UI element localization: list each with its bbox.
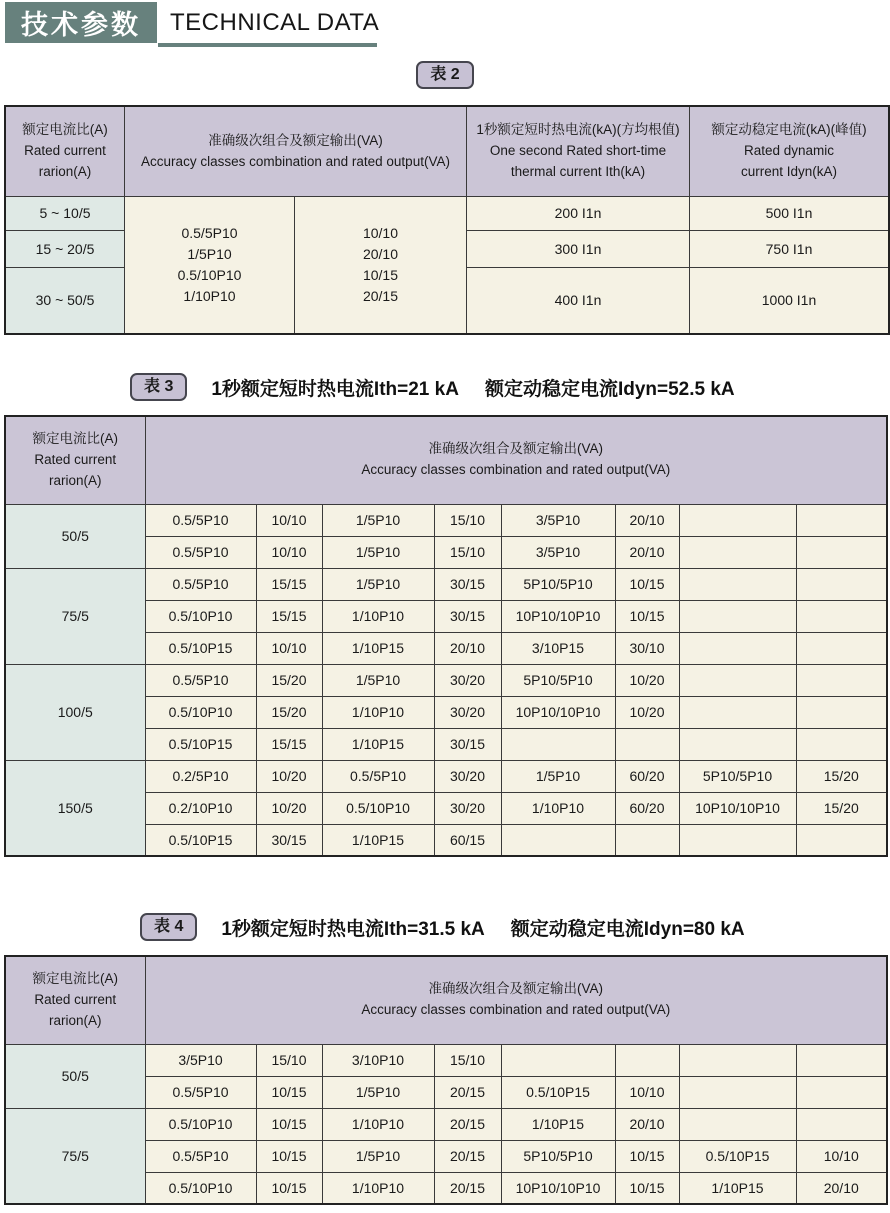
table-row [5, 504, 887, 536]
data-cell: 0.2/10P10 [145, 792, 256, 824]
data-cell [796, 536, 887, 568]
data-cell [679, 696, 796, 728]
data-cell: 3/5P10 [501, 536, 615, 568]
table4-caption-dynamic: 额定动稳定电流Idyn=80 kA [510, 918, 745, 940]
data-cell: 10/10 [256, 504, 322, 536]
data-cell [796, 1044, 887, 1076]
data-cell: 0.5/10P10 [145, 696, 256, 728]
table-row [5, 664, 887, 696]
data-cell: 10/10 [256, 632, 322, 664]
data-cell: 30/10 [615, 632, 679, 664]
data-cell: 30/15 [256, 824, 322, 856]
data-cell: 30/20 [434, 760, 501, 792]
data-cell: 1/10P10 [322, 600, 434, 632]
data-cell: 30/15 [434, 568, 501, 600]
data-cell: 1/5P10 [322, 664, 434, 696]
table-row [5, 568, 887, 600]
data-cell: 15/20 [796, 792, 887, 824]
table4-caption-row [140, 913, 745, 941]
data-cell: 15/10 [434, 1044, 501, 1076]
data-cell [679, 1108, 796, 1140]
data-cell: 1/10P15 [501, 1108, 615, 1140]
data-cell: 20/15 [434, 1076, 501, 1108]
data-cell: 5P10/5P10 [501, 1140, 615, 1172]
data-cell: 1/5P10 [322, 504, 434, 536]
data-cell [501, 728, 615, 760]
data-cell: 0.5/5P10 [145, 1140, 256, 1172]
data-cell: 30/20 [434, 696, 501, 728]
data-cell: 0.5/10P10 [145, 600, 256, 632]
data-cell: 10/15 [615, 1172, 679, 1204]
ratio-cell: 100/5 [5, 664, 145, 760]
data-cell: 20/15 [434, 1108, 501, 1140]
data-cell [679, 568, 796, 600]
table3-caption [211, 374, 734, 401]
data-cell: 10/10 [796, 1140, 887, 1172]
data-cell [501, 824, 615, 856]
data-cell: 10/20 [256, 792, 322, 824]
table3-header-row [5, 416, 887, 504]
data-cell: 10/15 [256, 1140, 322, 1172]
data-cell: 60/15 [434, 824, 501, 856]
data-cell: 1/10P10 [322, 1108, 434, 1140]
data-cell [796, 1108, 887, 1140]
data-cell: 3/5P10 [501, 504, 615, 536]
data-cell: 30/20 [434, 664, 501, 696]
data-cell: 10/15 [256, 1172, 322, 1204]
table2-header-accuracy: 准确级次组合及额定输出(VA) Accuracy classes combination and rated output(VA) [125, 107, 467, 197]
data-cell [796, 728, 887, 760]
data-cell: 0.5/5P10 [145, 568, 256, 600]
table-row [5, 1044, 887, 1076]
data-cell: 30/15 [434, 728, 501, 760]
data-cell: 10/15 [256, 1108, 322, 1140]
data-cell: 0.5/10P10 [322, 792, 434, 824]
table2 [4, 105, 890, 335]
data-cell: 1/10P15 [322, 632, 434, 664]
data-cell: 20/15 [434, 1140, 501, 1172]
data-cell [796, 1076, 887, 1108]
data-cell [615, 824, 679, 856]
data-cell [679, 728, 796, 760]
ratio-cell: 30 ~ 50/5 [6, 268, 125, 333]
ratio-cell: 150/5 [5, 760, 145, 856]
table4 [4, 955, 888, 1205]
data-cell [679, 824, 796, 856]
data-cell: 0.5/5P10 [145, 504, 256, 536]
table4-badge: 表 4 [140, 913, 197, 941]
table3-badge: 表 3 [130, 373, 187, 401]
data-cell: 20/10 [615, 1108, 679, 1140]
data-cell: 10/15 [615, 1140, 679, 1172]
data-cell: 0.5/10P15 [145, 632, 256, 664]
data-cell: 10/15 [615, 600, 679, 632]
data-cell: 3/10P15 [501, 632, 615, 664]
data-cell: 10/20 [615, 696, 679, 728]
table3 [4, 415, 888, 857]
data-cell: 60/20 [615, 792, 679, 824]
ratio-cell: 75/5 [5, 568, 145, 664]
data-cell: 0.5/5P10 [145, 1076, 256, 1108]
data-cell: 0.5/10P10 [145, 1172, 256, 1204]
data-cell: 0.5/10P15 [679, 1140, 796, 1172]
data-cell: 20/10 [615, 504, 679, 536]
data-cell [796, 504, 887, 536]
data-cell [615, 1044, 679, 1076]
data-cell [796, 664, 887, 696]
table3-header-accuracy: 准确级次组合及额定输出(VA) Accuracy classes combination and rated output(VA) [145, 416, 887, 504]
data-cell: 15/20 [256, 696, 322, 728]
data-cell [796, 824, 887, 856]
ratio-cell: 50/5 [5, 1044, 145, 1108]
data-cell: 30/20 [434, 792, 501, 824]
data-cell: 60/20 [615, 760, 679, 792]
table3-caption-thermal: 1秒额定短时热电流Ith=21 kA [211, 378, 459, 400]
data-cell: 10/15 [256, 1076, 322, 1108]
ratio-cell: 50/5 [5, 504, 145, 568]
data-cell [501, 1044, 615, 1076]
data-cell [796, 568, 887, 600]
dynamic-cell: 1000 I1n [690, 268, 888, 333]
table2-badge: 表 2 [416, 61, 473, 89]
data-cell: 5P10/5P10 [679, 760, 796, 792]
data-cell: 1/10P10 [322, 696, 434, 728]
data-cell: 1/10P15 [322, 824, 434, 856]
data-cell: 1/5P10 [322, 568, 434, 600]
data-cell: 15/20 [256, 664, 322, 696]
data-cell: 5P10/5P10 [501, 664, 615, 696]
ratio-cell: 15 ~ 20/5 [6, 231, 125, 268]
data-cell: 10P10/10P10 [501, 1172, 615, 1204]
data-cell: 15/10 [434, 504, 501, 536]
data-cell: 0.5/5P10 [145, 536, 256, 568]
data-cell: 15/10 [434, 536, 501, 568]
data-cell [679, 1044, 796, 1076]
data-cell: 10/10 [256, 536, 322, 568]
data-cell: 10/20 [615, 664, 679, 696]
table2-header-dynamic: 额定动稳定电流(kA)(峰值) Rated dynamic current Idyn(kA) [690, 107, 888, 197]
data-cell: 1/5P10 [501, 760, 615, 792]
table4-header-accuracy: 准确级次组合及额定输出(VA) Accuracy classes combination and rated output(VA) [145, 956, 887, 1044]
thermal-cell: 200 I1n [467, 197, 690, 231]
table2-badge-row [0, 61, 890, 89]
dynamic-cell: 500 I1n [690, 197, 888, 231]
data-cell: 3/5P10 [145, 1044, 256, 1076]
data-cell [615, 728, 679, 760]
data-cell: 20/10 [796, 1172, 887, 1204]
data-cell [679, 600, 796, 632]
ratio-cell: 5 ~ 10/5 [6, 197, 125, 231]
data-cell: 20/15 [434, 1172, 501, 1204]
data-cell [796, 696, 887, 728]
page-title-zh: 技术参数 [5, 2, 157, 43]
data-cell: 0.5/10P15 [501, 1076, 615, 1108]
data-cell: 20/10 [434, 632, 501, 664]
data-cell: 0.5/5P10 [322, 760, 434, 792]
table4-header-row [5, 956, 887, 1044]
page-title-en: TECHNICAL DATA [170, 9, 380, 36]
ratio-cell: 75/5 [5, 1108, 145, 1204]
data-cell [679, 632, 796, 664]
data-cell: 1/5P10 [322, 536, 434, 568]
table3-caption-row [130, 373, 735, 401]
title-underline [158, 43, 377, 47]
data-cell [679, 536, 796, 568]
data-cell: 1/10P10 [322, 1172, 434, 1204]
data-cell: 1/10P15 [322, 728, 434, 760]
table4-header-ratio: 额定电流比(A) Rated current rarion(A) [5, 956, 145, 1044]
table-row [5, 760, 887, 792]
data-cell: 20/10 [615, 536, 679, 568]
table4-caption-thermal: 1秒额定短时热电流Ith=31.5 kA [221, 918, 485, 940]
data-cell: 10/10 [615, 1076, 679, 1108]
data-cell [796, 632, 887, 664]
data-cell: 15/15 [256, 728, 322, 760]
table2-header-ratio: 额定电流比(A) Rated current rarion(A) [6, 107, 125, 197]
data-cell: 15/20 [796, 760, 887, 792]
data-cell: 15/10 [256, 1044, 322, 1076]
data-cell: 10P10/10P10 [501, 696, 615, 728]
data-cell: 15/15 [256, 600, 322, 632]
data-cell: 0.5/10P15 [145, 824, 256, 856]
data-cell: 15/15 [256, 568, 322, 600]
table-row [5, 1108, 887, 1140]
data-cell: 1/5P10 [322, 1140, 434, 1172]
data-cell: 30/15 [434, 600, 501, 632]
data-cell: 0.5/10P15 [145, 728, 256, 760]
data-cell: 0.2/5P10 [145, 760, 256, 792]
data-cell [679, 1076, 796, 1108]
data-cell: 10P10/10P10 [501, 600, 615, 632]
data-cell: 5P10/5P10 [501, 568, 615, 600]
data-cell: 1/5P10 [322, 1076, 434, 1108]
data-cell [679, 664, 796, 696]
data-cell [679, 504, 796, 536]
table3-caption-dynamic: 额定动稳定电流Idyn=52.5 kA [484, 378, 735, 400]
table4-caption [221, 914, 744, 941]
thermal-cell: 400 I1n [467, 268, 690, 333]
data-cell: 10/15 [615, 568, 679, 600]
data-cell: 10P10/10P10 [679, 792, 796, 824]
data-cell [796, 600, 887, 632]
table2-header-thermal: 1秒额定短时热电流(kA)(方均根值) One second Rated short-time thermal current Ith(kA) [467, 107, 690, 197]
data-cell: 10/20 [256, 760, 322, 792]
thermal-cell: 300 I1n [467, 231, 690, 268]
data-cell: 3/10P10 [322, 1044, 434, 1076]
table3-header-ratio: 额定电流比(A) Rated current rarion(A) [5, 416, 145, 504]
accuracy-list-a: 0.5/5P10 1/5P10 0.5/10P10 1/10P10 [125, 197, 295, 333]
dynamic-cell: 750 I1n [690, 231, 888, 268]
data-cell: 1/10P15 [679, 1172, 796, 1204]
accuracy-list-b: 10/10 20/10 10/15 20/15 [295, 197, 467, 333]
data-cell: 1/10P10 [501, 792, 615, 824]
data-cell: 0.5/10P10 [145, 1108, 256, 1140]
data-cell: 0.5/5P10 [145, 664, 256, 696]
